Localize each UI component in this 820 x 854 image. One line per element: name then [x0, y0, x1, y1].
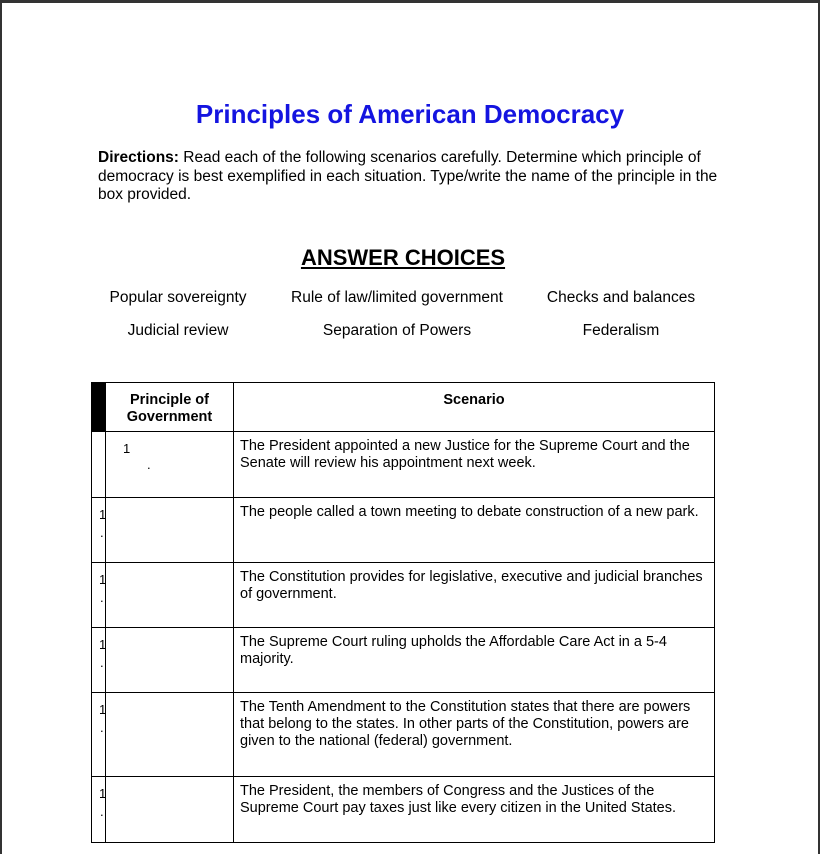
row-marker-cell [92, 777, 106, 843]
choice-federalism: Federalism [582, 322, 660, 339]
row-dot: . [100, 655, 104, 670]
choice-checks-and-balances: Checks and balances [546, 289, 696, 306]
header-scenario: Scenario [234, 383, 715, 432]
scenario-text: The people called a town meeting to debate construction of a new park. [234, 498, 715, 563]
scenario-text: The Supreme Court ruling upholds the Affordable Care Act in a 5-4 majority. [234, 628, 715, 693]
answer-choices-heading: ANSWER CHOICES [300, 245, 506, 270]
directions-text: Read each of the following scenarios carefully. Determine which principle of democracy is best exemplified in each situation. Type/write the name of the principle in the box provided. [98, 149, 718, 203]
row-number: 1 [99, 702, 107, 717]
answer-cell[interactable] [106, 432, 234, 498]
answer-cell[interactable] [106, 563, 234, 628]
row-number: 1 [99, 786, 107, 801]
scenario-text: The Tenth Amendment to the Constitution states that there are powers that belong to the states. In other parts of the Constitution, powers are given to the national (federal) government. [234, 693, 715, 777]
row-number: 1 [99, 507, 107, 522]
header-principle: Principle of Government [106, 383, 234, 432]
answer-cell[interactable] [106, 628, 234, 693]
row-marker-cell [92, 432, 106, 498]
directions-label: Directions: [98, 149, 179, 166]
answer-cell[interactable] [106, 693, 234, 777]
choice-rule-of-law: Rule of law/limited government [291, 289, 503, 306]
table-row [92, 777, 715, 843]
row-dot: . [147, 457, 151, 472]
row-marker-cell [92, 498, 106, 563]
page-title: Principles of American Democracy [195, 99, 625, 129]
scenario-text: The President appointed a new Justice for the Supreme Court and the Senate will review his appointment next week. [234, 432, 715, 498]
row-number: 1 [123, 441, 131, 456]
scenario-table [91, 382, 715, 843]
row-dot: . [100, 525, 104, 540]
row-number: 1 [99, 572, 107, 587]
answer-cell[interactable] [106, 498, 234, 563]
table-header-row [92, 383, 715, 432]
table-row [92, 693, 715, 777]
row-marker-cell [92, 563, 106, 628]
scenario-text: The Constitution provides for legislative, executive and judicial branches of government. [234, 563, 715, 628]
table-row [92, 563, 715, 628]
row-dot: . [100, 590, 104, 605]
scenario-text: The President, the members of Congress and the Justices of the Supreme Court pay taxes just like every citizen in the United States. [234, 777, 715, 843]
row-marker-cell [92, 628, 106, 693]
answer-cell[interactable] [106, 777, 234, 843]
row-number: 1 [99, 637, 107, 652]
directions [98, 149, 728, 205]
choice-separation-of-powers: Separation of Powers [322, 322, 472, 339]
row-marker-cell [92, 693, 106, 777]
header-marker-cell [92, 383, 106, 432]
table-row [92, 628, 715, 693]
table-row [92, 498, 715, 563]
choice-judicial-review: Judicial review [127, 322, 229, 339]
table-row [92, 432, 715, 498]
row-dot: . [100, 720, 104, 735]
row-dot: . [100, 804, 104, 819]
choice-popular-sovereignty: Popular sovereignty [109, 289, 247, 306]
